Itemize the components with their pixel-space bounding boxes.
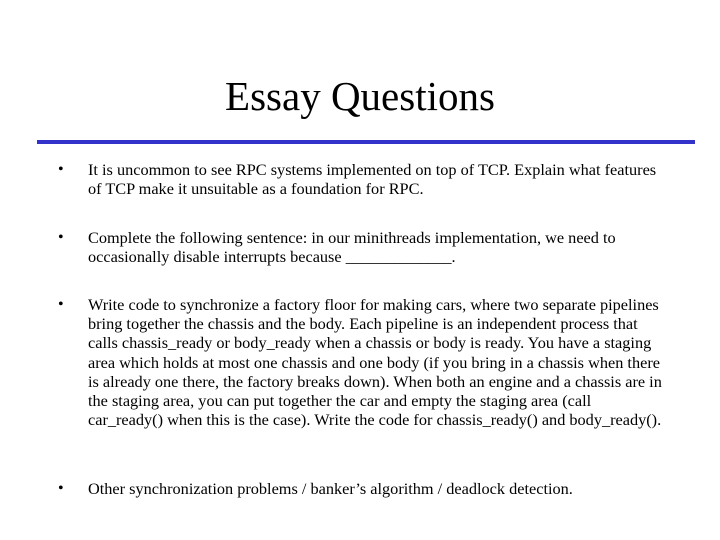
bullet-icon: • xyxy=(58,480,64,497)
bullet-icon: • xyxy=(58,296,64,313)
bullet-icon: • xyxy=(58,229,64,246)
question-text: Other synchronization problems / banker’s algorithm / deadlock detection. xyxy=(88,479,573,498)
question-text: Write code to synchronize a factory floor for making cars, where two separate pipelines bring together the chassis and the body. Each pipeline is an independent process that calls chassis_ready or body_ready when a chassis or body is ready. You have a staging area which holds at most one chassis and one body (if you bring in a chassis when there is already one there, the factory breaks down). When both an engine and a chassis are in the staging area, you can put together the car and empty the staging area (call car_ready() when this is the case). Write the code for chassis_ready() and body_ready(). xyxy=(88,295,662,430)
bullet-icon: • xyxy=(58,161,64,178)
question-text: Complete the following sentence: in our minithreads implementation, we need to occasionally disable interrupts because _____________. xyxy=(88,228,616,267)
slide-title: Essay Questions xyxy=(225,73,495,119)
question-text: It is uncommon to see RPC systems implemented on top of TCP. Explain what features of TCP make it unsuitable as a foundation for RPC. xyxy=(88,160,657,199)
title-divider xyxy=(37,140,695,144)
